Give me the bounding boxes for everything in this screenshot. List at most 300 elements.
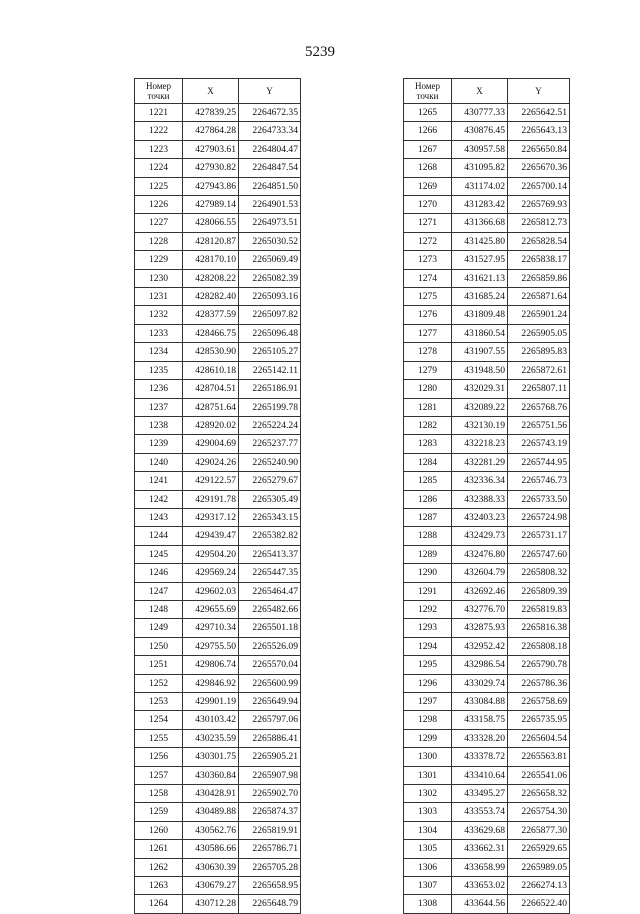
point-number-cell: 1259 — [135, 803, 183, 821]
x-cell: 428282.40 — [183, 288, 239, 306]
point-number-cell: 1265 — [404, 104, 452, 122]
point-number-cell: 1238 — [135, 416, 183, 434]
x-cell: 432692.46 — [452, 582, 508, 600]
x-cell: 433378.72 — [452, 748, 508, 766]
point-number-cell: 1228 — [135, 232, 183, 250]
point-number-cell: 1250 — [135, 637, 183, 655]
point-number-cell: 1232 — [135, 306, 183, 324]
y-cell: 2264901.53 — [239, 196, 301, 214]
y-cell: 2265905.21 — [239, 748, 301, 766]
point-number-cell: 1246 — [135, 564, 183, 582]
point-number-cell: 1272 — [404, 232, 452, 250]
point-number-cell: 1221 — [135, 104, 183, 122]
point-number-cell: 1243 — [135, 508, 183, 526]
point-number-cell: 1267 — [404, 140, 452, 158]
table-row — [404, 196, 570, 214]
x-cell: 432089.22 — [452, 398, 508, 416]
point-number-cell: 1262 — [135, 858, 183, 876]
table-row — [135, 122, 301, 140]
x-cell: 432281.29 — [452, 453, 508, 471]
y-cell: 2265807.11 — [508, 380, 570, 398]
point-number-cell: 1271 — [404, 214, 452, 232]
y-cell: 2265600.99 — [239, 674, 301, 692]
y-cell: 2265096.48 — [239, 324, 301, 342]
point-number-cell: 1258 — [135, 785, 183, 803]
x-cell: 431860.54 — [452, 324, 508, 342]
y-cell: 2265816.38 — [508, 619, 570, 637]
x-cell: 432604.79 — [452, 564, 508, 582]
x-cell: 432476.80 — [452, 545, 508, 563]
table-row — [404, 656, 570, 674]
point-number-cell: 1270 — [404, 196, 452, 214]
table-row — [135, 803, 301, 821]
x-cell: 430489.88 — [183, 803, 239, 821]
x-cell: 430876.45 — [452, 122, 508, 140]
x-cell: 428066.55 — [183, 214, 239, 232]
header-point-number: Номер точки — [404, 79, 452, 104]
table-row — [135, 637, 301, 655]
table-row — [404, 582, 570, 600]
point-number-cell: 1224 — [135, 159, 183, 177]
point-number-cell: 1223 — [135, 140, 183, 158]
point-number-cell: 1275 — [404, 288, 452, 306]
table-row — [404, 619, 570, 637]
point-number-cell: 1279 — [404, 361, 452, 379]
x-cell: 430428.91 — [183, 785, 239, 803]
header-x: X — [183, 79, 239, 104]
table-row — [135, 785, 301, 803]
y-cell: 2265705.28 — [239, 858, 301, 876]
x-cell: 430301.75 — [183, 748, 239, 766]
y-cell: 2265642.51 — [508, 104, 570, 122]
coordinates-table-left — [134, 78, 301, 914]
table-row — [404, 508, 570, 526]
y-cell: 2264672.35 — [239, 104, 301, 122]
point-number-cell: 1230 — [135, 269, 183, 287]
y-cell: 2265786.71 — [239, 840, 301, 858]
point-number-cell: 1287 — [404, 508, 452, 526]
point-number-cell: 1241 — [135, 472, 183, 490]
point-number-cell: 1276 — [404, 306, 452, 324]
point-number-cell: 1264 — [135, 895, 183, 913]
table-row — [135, 472, 301, 490]
point-number-cell: 1235 — [135, 361, 183, 379]
y-cell: 2265093.16 — [239, 288, 301, 306]
y-cell: 2265382.82 — [239, 527, 301, 545]
y-cell: 2265082.39 — [239, 269, 301, 287]
x-cell: 428704.51 — [183, 380, 239, 398]
point-number-cell: 1222 — [135, 122, 183, 140]
y-cell: 2265142.11 — [239, 361, 301, 379]
y-cell: 2264804.47 — [239, 140, 301, 158]
table-row — [404, 711, 570, 729]
point-number-cell: 1293 — [404, 619, 452, 637]
y-cell: 2265541.06 — [508, 766, 570, 784]
point-number-cell: 1291 — [404, 582, 452, 600]
table-row — [404, 159, 570, 177]
y-cell: 2265808.18 — [508, 637, 570, 655]
x-cell: 431685.24 — [452, 288, 508, 306]
y-cell: 2265859.86 — [508, 269, 570, 287]
x-cell: 432986.54 — [452, 656, 508, 674]
point-number-cell: 1268 — [404, 159, 452, 177]
point-number-cell: 1225 — [135, 177, 183, 195]
x-cell: 433629.68 — [452, 821, 508, 839]
table-row — [135, 416, 301, 434]
x-cell: 433553.74 — [452, 803, 508, 821]
x-cell: 433410.64 — [452, 766, 508, 784]
x-cell: 429710.34 — [183, 619, 239, 637]
point-number-cell: 1273 — [404, 251, 452, 269]
point-number-cell: 1261 — [135, 840, 183, 858]
x-cell: 432336.34 — [452, 472, 508, 490]
x-cell: 429122.57 — [183, 472, 239, 490]
table-row — [135, 343, 301, 361]
table-row — [135, 324, 301, 342]
x-cell: 429755.50 — [183, 637, 239, 655]
table-row — [135, 564, 301, 582]
point-number-cell: 1295 — [404, 656, 452, 674]
y-cell: 2265604.54 — [508, 729, 570, 747]
table-row — [135, 748, 301, 766]
point-number-cell: 1231 — [135, 288, 183, 306]
table-row — [135, 232, 301, 250]
table-row — [404, 803, 570, 821]
x-cell: 428170.10 — [183, 251, 239, 269]
x-cell: 427930.82 — [183, 159, 239, 177]
table-row — [135, 453, 301, 471]
point-number-cell: 1286 — [404, 490, 452, 508]
coordinates-table-right — [403, 78, 570, 914]
x-cell: 429602.03 — [183, 582, 239, 600]
y-cell: 2265751.56 — [508, 416, 570, 434]
table-row — [404, 288, 570, 306]
table-row — [135, 877, 301, 895]
point-number-cell: 1260 — [135, 821, 183, 839]
x-cell: 430777.33 — [452, 104, 508, 122]
table-row — [404, 840, 570, 858]
point-number-cell: 1244 — [135, 527, 183, 545]
table-row — [135, 766, 301, 784]
x-cell: 428466.75 — [183, 324, 239, 342]
table-row — [135, 619, 301, 637]
y-cell: 2265658.95 — [239, 877, 301, 895]
x-cell: 430630.39 — [183, 858, 239, 876]
point-number-cell: 1292 — [404, 600, 452, 618]
table-header-row — [404, 79, 570, 104]
x-cell: 431425.80 — [452, 232, 508, 250]
table-row — [135, 380, 301, 398]
x-cell: 427864.28 — [183, 122, 239, 140]
x-cell: 427903.61 — [183, 140, 239, 158]
point-number-cell: 1239 — [135, 435, 183, 453]
table-row — [135, 545, 301, 563]
table-row — [135, 840, 301, 858]
point-number-cell: 1298 — [404, 711, 452, 729]
y-cell: 2265901.24 — [508, 306, 570, 324]
table-row — [135, 398, 301, 416]
y-cell: 2265199.78 — [239, 398, 301, 416]
table-row — [135, 527, 301, 545]
point-number-cell: 1284 — [404, 453, 452, 471]
point-number-cell: 1227 — [135, 214, 183, 232]
x-cell: 429806.74 — [183, 656, 239, 674]
x-cell: 427989.14 — [183, 196, 239, 214]
table-row — [404, 453, 570, 471]
x-cell: 430712.28 — [183, 895, 239, 913]
table-row — [404, 545, 570, 563]
y-cell: 2265905.05 — [508, 324, 570, 342]
point-number-cell: 1307 — [404, 877, 452, 895]
table-row — [135, 196, 301, 214]
point-number-cell: 1242 — [135, 490, 183, 508]
table-row — [135, 490, 301, 508]
y-cell: 2265786.36 — [508, 674, 570, 692]
y-cell: 2265895.83 — [508, 343, 570, 361]
x-cell: 429191.78 — [183, 490, 239, 508]
x-cell: 429846.92 — [183, 674, 239, 692]
point-number-cell: 1283 — [404, 435, 452, 453]
table-row — [404, 693, 570, 711]
y-cell: 2265648.79 — [239, 895, 301, 913]
table-row — [404, 251, 570, 269]
table-row — [135, 104, 301, 122]
table-row — [404, 214, 570, 232]
x-cell: 427943.86 — [183, 177, 239, 195]
x-cell: 430586.66 — [183, 840, 239, 858]
header-y: Y — [239, 79, 301, 104]
y-cell: 2265754.30 — [508, 803, 570, 821]
y-cell: 2265819.91 — [239, 821, 301, 839]
y-cell: 2265808.32 — [508, 564, 570, 582]
y-cell: 2265768.76 — [508, 398, 570, 416]
x-cell: 432388.33 — [452, 490, 508, 508]
table-row — [135, 361, 301, 379]
x-cell: 431527.95 — [452, 251, 508, 269]
table-row — [404, 435, 570, 453]
page-number: 5239 — [305, 44, 335, 60]
x-cell: 432952.42 — [452, 637, 508, 655]
table-row — [135, 729, 301, 747]
x-cell: 428751.64 — [183, 398, 239, 416]
y-cell: 2265871.64 — [508, 288, 570, 306]
x-cell: 429901.19 — [183, 693, 239, 711]
y-cell: 2264847.54 — [239, 159, 301, 177]
table-row — [404, 637, 570, 655]
x-cell: 430235.59 — [183, 729, 239, 747]
table-row — [135, 656, 301, 674]
table-row — [135, 674, 301, 692]
y-cell: 2265643.13 — [508, 122, 570, 140]
y-cell: 2265658.32 — [508, 785, 570, 803]
table-row — [135, 140, 301, 158]
table-row — [404, 490, 570, 508]
table-row — [135, 600, 301, 618]
table-row — [404, 398, 570, 416]
point-number-cell: 1288 — [404, 527, 452, 545]
y-cell: 2265877.30 — [508, 821, 570, 839]
table-row — [135, 693, 301, 711]
point-number-cell: 1280 — [404, 380, 452, 398]
y-cell: 2265735.95 — [508, 711, 570, 729]
y-cell: 2265929.65 — [508, 840, 570, 858]
point-number-cell: 1302 — [404, 785, 452, 803]
y-cell: 2265747.60 — [508, 545, 570, 563]
x-cell: 429317.12 — [183, 508, 239, 526]
point-number-cell: 1256 — [135, 748, 183, 766]
table-header-row — [135, 79, 301, 104]
table-row — [404, 324, 570, 342]
table-row — [135, 159, 301, 177]
x-cell: 430360.84 — [183, 766, 239, 784]
table-row — [135, 508, 301, 526]
point-number-cell: 1229 — [135, 251, 183, 269]
y-cell: 2264851.50 — [239, 177, 301, 195]
x-cell: 433662.31 — [452, 840, 508, 858]
x-cell: 430562.76 — [183, 821, 239, 839]
y-cell: 2265526.09 — [239, 637, 301, 655]
table-row — [135, 214, 301, 232]
point-number-cell: 1308 — [404, 895, 452, 913]
point-number-cell: 1274 — [404, 269, 452, 287]
y-cell: 2265186.91 — [239, 380, 301, 398]
y-cell: 2265563.81 — [508, 748, 570, 766]
x-cell: 433158.75 — [452, 711, 508, 729]
table-row — [404, 821, 570, 839]
point-number-cell: 1248 — [135, 600, 183, 618]
x-cell: 432218.23 — [452, 435, 508, 453]
x-cell: 429655.69 — [183, 600, 239, 618]
x-cell: 432403.23 — [452, 508, 508, 526]
point-number-cell: 1290 — [404, 564, 452, 582]
y-cell: 2265670.36 — [508, 159, 570, 177]
y-cell: 2265769.93 — [508, 196, 570, 214]
y-cell: 2265828.54 — [508, 232, 570, 250]
y-cell: 2265819.83 — [508, 600, 570, 618]
y-cell: 2265874.37 — [239, 803, 301, 821]
point-number-cell: 1257 — [135, 766, 183, 784]
y-cell: 2265838.17 — [508, 251, 570, 269]
y-cell: 2265501.18 — [239, 619, 301, 637]
x-cell: 433644.56 — [452, 895, 508, 913]
y-cell: 2265746.73 — [508, 472, 570, 490]
x-cell: 430957.58 — [452, 140, 508, 158]
y-cell: 2265447.35 — [239, 564, 301, 582]
y-cell: 2265482.66 — [239, 600, 301, 618]
table-body-left — [135, 104, 301, 914]
y-cell: 2265989.05 — [508, 858, 570, 876]
y-cell: 2265343.15 — [239, 508, 301, 526]
x-cell: 428920.02 — [183, 416, 239, 434]
table-row — [404, 343, 570, 361]
x-cell: 433653.02 — [452, 877, 508, 895]
x-cell: 428377.59 — [183, 306, 239, 324]
table-row — [135, 251, 301, 269]
x-cell: 428208.22 — [183, 269, 239, 287]
x-cell: 433658.99 — [452, 858, 508, 876]
y-cell: 2265907.98 — [239, 766, 301, 784]
table-row — [135, 288, 301, 306]
y-cell: 2265413.37 — [239, 545, 301, 563]
point-number-cell: 1247 — [135, 582, 183, 600]
table-row — [135, 895, 301, 913]
table-row — [404, 232, 570, 250]
y-cell: 2265570.04 — [239, 656, 301, 674]
table-row — [135, 269, 301, 287]
point-number-cell: 1266 — [404, 122, 452, 140]
point-number-cell: 1234 — [135, 343, 183, 361]
table-row — [404, 380, 570, 398]
x-cell: 431283.42 — [452, 196, 508, 214]
table-row — [404, 877, 570, 895]
x-cell: 431809.48 — [452, 306, 508, 324]
y-cell: 2265902.70 — [239, 785, 301, 803]
y-cell: 2264733.34 — [239, 122, 301, 140]
table-row — [135, 582, 301, 600]
point-number-cell: 1303 — [404, 803, 452, 821]
header-point-number: Номер точки — [135, 79, 183, 104]
y-cell: 2265305.49 — [239, 490, 301, 508]
y-cell: 2264973.51 — [239, 214, 301, 232]
point-number-cell: 1297 — [404, 693, 452, 711]
point-number-cell: 1306 — [404, 858, 452, 876]
y-cell: 2265731.17 — [508, 527, 570, 545]
table-row — [404, 600, 570, 618]
y-cell: 2265650.84 — [508, 140, 570, 158]
y-cell: 2265743.19 — [508, 435, 570, 453]
point-number-cell: 1278 — [404, 343, 452, 361]
x-cell: 430103.42 — [183, 711, 239, 729]
point-number-cell: 1263 — [135, 877, 183, 895]
x-cell: 430679.27 — [183, 877, 239, 895]
x-cell: 428610.18 — [183, 361, 239, 379]
y-cell: 2265097.82 — [239, 306, 301, 324]
point-number-cell: 1299 — [404, 729, 452, 747]
table-row — [135, 306, 301, 324]
point-number-cell: 1301 — [404, 766, 452, 784]
x-cell: 431366.68 — [452, 214, 508, 232]
y-cell: 2265224.24 — [239, 416, 301, 434]
table-row — [404, 766, 570, 784]
y-cell: 2265240.90 — [239, 453, 301, 471]
table-row — [135, 177, 301, 195]
y-cell: 2265733.50 — [508, 490, 570, 508]
table-row — [135, 858, 301, 876]
table-row — [404, 564, 570, 582]
y-cell: 2265744.95 — [508, 453, 570, 471]
y-cell: 2265069.49 — [239, 251, 301, 269]
table-row — [404, 122, 570, 140]
y-cell: 2265724.98 — [508, 508, 570, 526]
table-row — [404, 729, 570, 747]
point-number-cell: 1236 — [135, 380, 183, 398]
point-number-cell: 1245 — [135, 545, 183, 563]
point-number-cell: 1254 — [135, 711, 183, 729]
y-cell: 2265872.61 — [508, 361, 570, 379]
y-cell: 2265105.27 — [239, 343, 301, 361]
x-cell: 429024.26 — [183, 453, 239, 471]
table-row — [135, 711, 301, 729]
point-number-cell: 1294 — [404, 637, 452, 655]
point-number-cell: 1304 — [404, 821, 452, 839]
point-number-cell: 1233 — [135, 324, 183, 342]
table-row — [404, 306, 570, 324]
table-row — [404, 140, 570, 158]
table-row — [135, 435, 301, 453]
y-cell: 2266522.40 — [508, 895, 570, 913]
x-cell: 429004.69 — [183, 435, 239, 453]
y-cell: 2265464.47 — [239, 582, 301, 600]
